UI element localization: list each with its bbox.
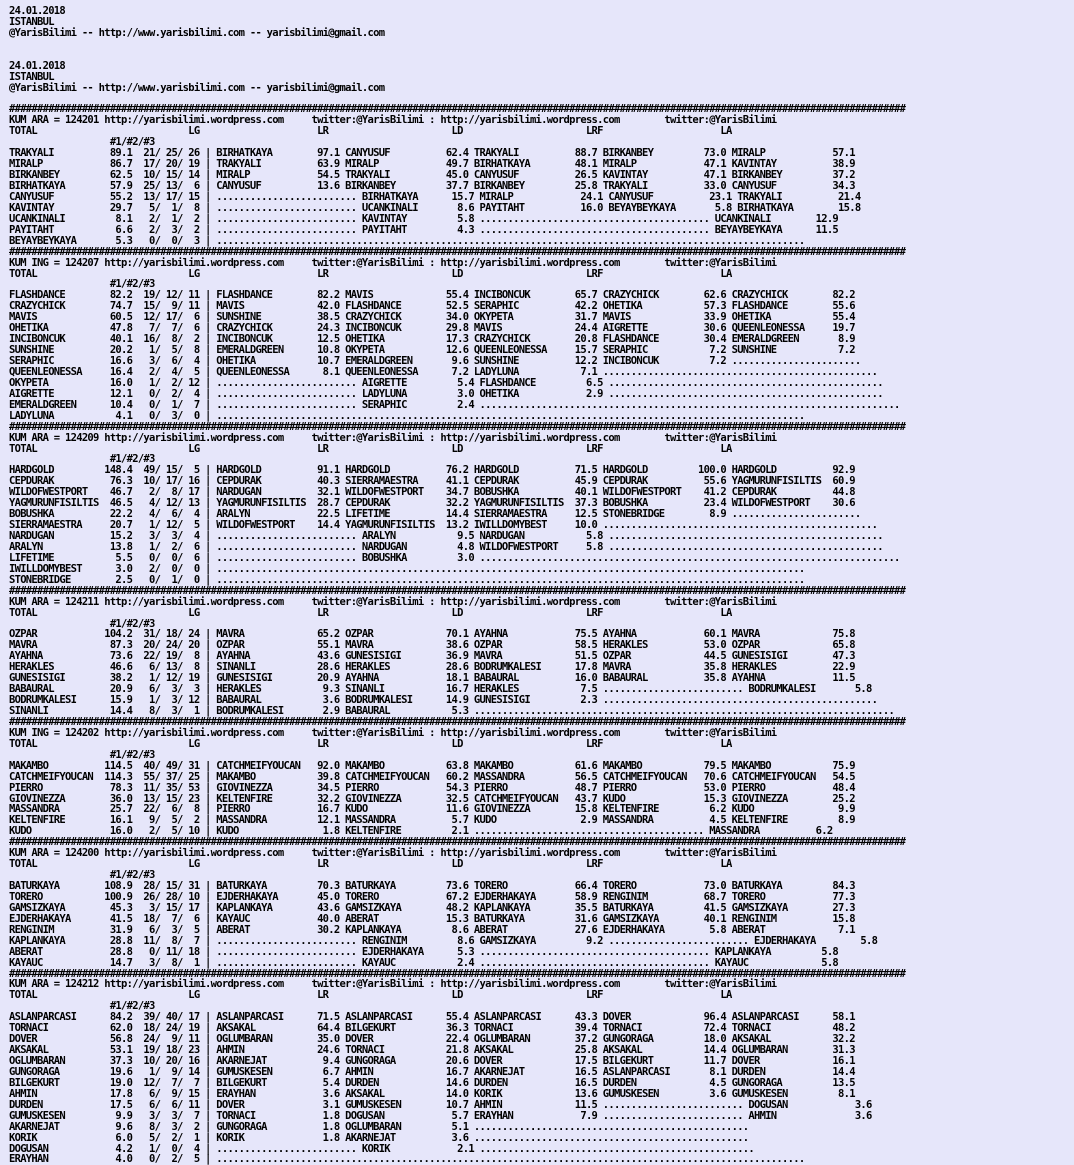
report-line: AIGRETTE 12.1 0/ 2/ 4 | ......................... LADYLUNA 3.0 OHETIKA 2.9 ................................................. (9, 387, 883, 400)
report-line: BEYAYBEYKAYA 5.3 0/ 0/ 3 | ......................................................................................................... (9, 234, 805, 247)
report-line: #1/#2/#3 (9, 617, 155, 630)
report-line: BILGEKURT 19.0 12/ 7/ 7 | BILGEKURT 5.4 DURDEN 14.6 DURDEN 16.5 DURDEN 4.5 GUNGORAGA 13.5 (9, 1076, 855, 1089)
report-line: FLASHDANCE 82.2 19/ 12/ 11 | FLASHDANCE 82.2 MAVIS 55.4 INCIBONCUK 65.7 CRAZYCHICK 62.6 CRAZYCHICK 82.2 (9, 289, 855, 302)
report-line: ################################################################################################################################################################ (9, 584, 906, 597)
report-line: ################################################################################################################################################################ (9, 836, 906, 849)
report-line: ISTANBUL (9, 70, 54, 83)
report-line: SINANLI 14.4 8/ 3/ 1 | BODRUMKALESI 2.9 BABAURAL 5.3 ........................................................................... (9, 705, 895, 717)
report-line: TOTAL LG LR LD LRF LA (9, 125, 732, 138)
report-line: BIRKANBEY 62.5 10/ 15/ 14 | MIRALP 54.5 TRAKYALI 45.0 CANYUSUF 26.5 KAVINTAY 47.1 BIRKANBEY 37.2 (9, 169, 855, 182)
report-line: @YarisBilimi -- http://www.yarisbilimi.com -- yarisbilimi@gmail.com (9, 26, 385, 39)
report-line: YAGMURUNFISILTIS 46.5 4/ 12/ 13 | YAGMURUNFISILTIS 28.7 CEPDURAK 32.2 YAGMURUNFISILTIS 37.3 BOBUSHKA 23.4 WILDOFWESTPORT 30.6 (9, 497, 855, 510)
report-line: ################################################################################################################################################################ (9, 967, 906, 980)
report-line: RENGINIM 31.9 6/ 3/ 5 | ABERAT 30.2 KAPLANKAYA 8.6 ABERAT 27.6 EJDERHAKAYA 5.8 ABERAT 7.1 (9, 923, 855, 936)
report-line: CEPDURAK 76.3 10/ 17/ 16 | CEPDURAK 40.3 SIERRAMAESTRA 41.1 CEPDURAK 45.9 CEPDURAK 55.6 YAGMURUNFISILTIS 60.9 (9, 475, 855, 488)
report-line: PIERRO 78.3 11/ 35/ 53 | GIOVINEZZA 34.5 PIERRO 54.3 PIERRO 48.7 PIERRO 53.0 PIERRO 48.4 (9, 781, 855, 794)
report-line: DOVER 56.8 24/ 9/ 11 | OGLUMBARAN 35.0 DOVER 22.4 OGLUMBARAN 37.2 GUNGORAGA 18.0 AKSAKAL 32.2 (9, 1033, 855, 1046)
report-line: ABERAT 28.8 0/ 11/ 18 | ......................... EJDERHAKAYA 5.3 ......................................... KAPLANKAYA 5.8 (9, 945, 839, 958)
report-line: KUM ARA = 124212 http://yarisbilimi.wordpress.com twitter:@YarisBilimi : http://yarisbilimi.wordpress.com twitter:@YarisBilimi (9, 978, 777, 991)
report-line: MAVRA 87.3 20/ 24/ 20 | OZPAR 55.1 MAVRA 38.6 OZPAR 58.5 HERAKLES 53.0 OZPAR 65.8 (9, 639, 855, 652)
report-line: #1/#2/#3 (9, 453, 155, 466)
report-line: KELTENFIRE 16.1 9/ 5/ 2 | MASSANDRA 12.1 MASSANDRA 5.7 KUDO 2.9 MASSANDRA 4.5 KELTENFIRE 8.9 (9, 814, 855, 827)
report-line: HARDGOLD 148.4 49/ 15/ 5 | HARDGOLD 91.1 HARDGOLD 76.2 HARDGOLD 71.5 HARDGOLD 100.0 HARDGOLD 92.9 (9, 464, 855, 477)
report-line: CANYUSUF 55.2 13/ 17/ 15 | ......................... BIRHATKAYA 15.7 MIRALP 24.1 CANYUSUF 23.1 TRAKYALI 21.4 (9, 190, 861, 203)
report-line: ISTANBUL (9, 15, 54, 28)
report-line: #1/#2/#3 (9, 869, 155, 882)
report-line: ################################################################################################################################################################ (9, 715, 906, 728)
report-line: KUM ARA = 124201 http://yarisbilimi.wordpress.com twitter:@YarisBilimi : http://yarisbilimi.wordpress.com twitter:@YarisBilimi (9, 114, 777, 127)
report-line: GAMSIZKAYA 45.3 3/ 15/ 17 | KAPLANKAYA 43.6 GAMSIZKAYA 48.2 KAPLANKAYA 35.5 BATURKAYA 41.5 GAMSIZKAYA 27.3 (9, 901, 855, 914)
report-line: SIERRAMAESTRA 20.7 1/ 12/ 5 | WILDOFWESTPORT 14.4 YAGMURUNFISILTIS 13.2 IWILLDOMYBEST 10.0 ................................................. (9, 519, 878, 532)
report-line: CRAZYCHICK 74.7 15/ 9/ 11 | MAVIS 42.0 FLASHDANCE 52.5 SERAPHIC 42.2 OHETIKA 57.3 FLASHDANCE 55.6 (9, 300, 855, 313)
report-line: MAVIS 60.5 12/ 17/ 6 | SUNSHINE 38.5 CRAZYCHICK 34.0 OKYPETA 31.7 MAVIS 33.9 OHETIKA 55.4 (9, 311, 855, 324)
report-line: 24.01.2018 (9, 5, 66, 17)
report-line: QUEENLEONESSA 16.4 2/ 4/ 5 | QUEENLEONESSA 8.1 QUEENLEONESSA 7.2 LADYLUNA 7.1 ................................................. (9, 365, 878, 378)
report-line: LIFETIME 5.5 0/ 0/ 6 | ......................... BOBUSHKA 3.0 ........................................................................... (9, 551, 900, 564)
report-line: PAYITAHT 6.6 2/ 3/ 2 | ......................... PAYITAHT 4.3 ......................................... BEYAYBEYKAYA 11.5 (9, 223, 839, 236)
report-line: LADYLUNA 4.1 0/ 3/ 0 | ......................................................................................................... (9, 409, 805, 422)
report-line: BIRHATKAYA 57.9 25/ 13/ 6 | CANYUSUF 13.6 BIRKANBEY 37.7 BIRKANBEY 25.8 TRAKYALI 33.0 CANYUSUF 34.3 (9, 180, 855, 192)
report-line: #1/#2/#3 (9, 136, 155, 149)
report-line: OGLUMBARAN 37.3 10/ 20/ 16 | AKARNEJAT 9.4 GUNGORAGA 20.6 DOVER 17.5 BILGEKURT 11.7 DOVER 16.1 (9, 1055, 855, 1067)
report-line: AKSAKAL 53.1 19/ 18/ 23 | AHMIN 24.6 TORNACI 21.8 AKSAKAL 25.8 AKSAKAL 14.4 OGLUMBARAN 31.3 (9, 1044, 855, 1057)
report-line: TOTAL LG LR LD LRF LA (9, 267, 732, 280)
report-line: UCANKINALI 8.1 2/ 1/ 2 | ......................... KAVINTAY 5.8 ......................................... UCANKINALI 12.9 (9, 212, 839, 225)
report-line: MASSANDRA 25.7 22/ 6/ 8 | PIERRO 16.7 KUDO 11.6 GIOVINEZZA 15.8 KELTENFIRE 6.2 KUDO 9.9 (9, 803, 855, 816)
report-line: ################################################################################################################################################################ (9, 420, 906, 433)
report-line: BOBUSHKA 22.2 4/ 6/ 4 | ARALYN 22.5 LIFETIME 14.4 SIERRAMAESTRA 12.5 STONEBRIDGE 8.9 ....................... (9, 508, 861, 521)
report-line: TOTAL LG LR LD LRF LA (9, 606, 732, 619)
report-line: TRAKYALI 89.1 21/ 25/ 26 | BIRHATKAYA 97.1 CANYUSUF 62.4 TRAKYALI 88.7 BIRKANBEY 73.0 MIRALP 57.1 (9, 147, 855, 160)
report-line: BATURKAYA 108.9 28/ 15/ 31 | BATURKAYA 70.3 BATURKAYA 73.6 TORERO 66.4 TORERO 73.0 BATURKAYA 84.3 (9, 880, 855, 892)
report-line: KUM ARA = 124200 http://yarisbilimi.wordpress.com twitter:@YarisBilimi : http://yarisbilimi.wordpress.com twitter:@YarisBilimi (9, 847, 777, 860)
report-line: ################################################################################################################################################################ (9, 245, 906, 258)
report-line: KUDO 16.0 2/ 5/ 10 | KUDO 1.8 KELTENFIRE 2.1 ......................................... MASSANDRA 6.2 (9, 825, 833, 838)
race-report-text (9, 6, 905, 1165)
report-line: ################################################################################################################################################################ (9, 103, 906, 116)
report-line: NARDUGAN 15.2 3/ 3/ 4 | ......................... ARALYN 9.5 NARDUGAN 5.8 ................................................. (9, 530, 883, 542)
report-line: OZPAR 104.2 31/ 18/ 24 | MAVRA 65.2 OZPAR 70.1 AYAHNA 75.5 AYAHNA 60.1 MAVRA 75.8 (9, 628, 855, 641)
report-line: GUNESISIGI 38.2 1/ 12/ 19 | GUNESISIGI 20.9 AYAHNA 18.1 BABAURAL 16.0 BABAURAL 35.8 AYAHNA 11.5 (9, 672, 855, 685)
report-line: ARALYN 13.8 1/ 2/ 6 | ......................... NARDUGAN 4.8 WILDOFWESTPORT 5.8 ................................................. (9, 540, 883, 553)
report-line: MIRALP 86.7 17/ 20/ 19 | TRAKYALI 63.9 MIRALP 49.7 BIRHATKAYA 48.1 MIRALP 47.1 KAVINTAY 38.9 (9, 158, 855, 171)
report-line: AKARNEJAT 9.6 8/ 3/ 2 | GUNGORAGA 1.8 OGLUMBARAN 5.1 ................................................. (9, 1120, 749, 1133)
report-line: DOGUSAN 4.2 1/ 0/ 4 | ......................... KORIK 2.1 ................................................. (9, 1142, 755, 1155)
report-line: EMERALDGREEN 10.4 0/ 1/ 7 | ......................... SERAPHIC 2.4 ........................................................................... (9, 398, 900, 411)
report-line: #1/#2/#3 (9, 748, 155, 761)
report-line: KUM ARA = 124209 http://yarisbilimi.wordpress.com twitter:@YarisBilimi : http://yarisbilimi.wordpress.com twitter:@YarisBilimi (9, 431, 777, 444)
report-line: TOTAL LG LR LD LRF LA (9, 989, 732, 1002)
report-line: INCIBONCUK 40.1 16/ 8/ 2 | INCIBONCUK 12.5 OHETIKA 17.3 CRAZYCHICK 20.8 FLASHDANCE 30.4 EMERALDGREEN 8.9 (9, 333, 855, 346)
report-line: OKYPETA 16.0 1/ 2/ 12 | ......................... AIGRETTE 5.4 FLASHDANCE 6.5 ................................................. (9, 376, 883, 389)
report-line: SERAPHIC 16.6 3/ 6/ 4 | OHETIKA 10.7 EMERALDGREEN 9.6 SUNSHINE 12.2 INCIBONCUK 7.2 ....................... (9, 355, 861, 367)
report-line: IWILLDOMYBEST 3.0 2/ 0/ 0 | ......................................................................................................... (9, 562, 805, 575)
report-line (9, 50, 905, 61)
report-line: KUM ARA = 124211 http://yarisbilimi.wordpress.com twitter:@YarisBilimi : http://yarisbilimi.wordpress.com twitter:@YarisBilimi (9, 595, 777, 608)
report-line: AYAHNA 73.6 22/ 19/ 8 | AYAHNA 43.6 GUNESISIGI 36.9 MAVRA 51.5 OZPAR 44.5 GUNESISIGI 47.3 (9, 650, 855, 663)
report-line: SUNSHINE 20.2 1/ 5/ 8 | EMERALDGREEN 10.8 OKYPETA 12.6 QUEENLEONESSA 15.7 SERAPHIC 7.2 SUNSHINE 7.2 (9, 344, 855, 357)
report-line: WILDOFWESTPORT 46.7 2/ 8/ 17 | NARDUGAN 32.1 WILDOFWESTPORT 34.7 BOBUSHKA 40.1 WILDOFWESTPORT 41.2 CEPDURAK 44.8 (9, 486, 855, 499)
report-line: GIOVINEZZA 36.0 13/ 15/ 23 | KELTENFIRE 32.2 GIOVINEZZA 32.5 CATCHMEIFYOUCAN 43.7 KUDO 15.3 GIOVINEZZA 25.2 (9, 792, 855, 805)
report-line: BABAURAL 20.9 6/ 3/ 3 | HERAKLES 9.3 SINANLI 16.7 HERAKLES 7.5 ......................... BODRUMKALESI 5.8 (9, 683, 872, 696)
report-line: KAYAUC 14.7 3/ 8/ 1 | ......................... KAYAUC 2.4 ......................................... KAYAUC 5.8 (9, 956, 839, 969)
report-line: KORIK 6.0 5/ 2/ 1 | KORIK 1.8 AKARNEJAT 3.6 ................................................. (9, 1131, 749, 1144)
report-line: KUM ING = 124207 http://yarisbilimi.wordpress.com twitter:@YarisBilimi : http://yarisbilimi.wordpress.com twitter:@YarisBilimi (9, 256, 777, 269)
report-line: TOTAL LG LR LD LRF LA (9, 442, 732, 455)
report-line: KAPLANKAYA 28.8 11/ 8/ 7 | ......................... RENGINIM 8.6 GAMSIZKAYA 9.2 ......................... EJDERHAKAYA 5.8 (9, 934, 878, 947)
report-line: ERAYHAN 4.0 0/ 2/ 5 | ......................................................................................................... (9, 1153, 805, 1165)
report-line: DURDEN 17.5 6/ 6/ 11 | DOVER 3.1 GUMUSKESEN 10.7 AHMIN 11.5 ......................... DOGUSAN 3.6 (9, 1098, 872, 1111)
report-line: EJDERHAKAYA 41.5 18/ 7/ 6 | KAYAUC 40.0 ABERAT 15.3 BATURKAYA 31.6 GAMSIZKAYA 40.1 RENGINIM 15.8 (9, 912, 855, 925)
report-line: #1/#2/#3 (9, 1000, 155, 1013)
report-line: MAKAMBO 114.5 40/ 49/ 31 | CATCHMEIFYOUCAN 92.0 MAKAMBO 63.8 MAKAMBO 61.6 MAKAMBO 79.5 MAKAMBO 75.9 (9, 759, 855, 772)
report-line: AHMIN 17.8 6/ 9/ 15 | ERAYHAN 3.6 AKSAKAL 14.0 KORIK 13.6 GUMUSKESEN 3.6 GUMUSKESEN 8.1 (9, 1087, 855, 1100)
report-line: HERAKLES 46.6 6/ 13/ 8 | SINANLI 28.6 HERAKLES 28.6 BODRUMKALESI 17.8 MAVRA 35.8 HERAKLES 22.9 (9, 661, 855, 674)
report-line: STONEBRIDGE 2.5 0/ 1/ 0 | ......................................................................................................... (9, 573, 805, 586)
report-line: TORNACI 62.0 18/ 24/ 19 | AKSAKAL 64.4 BILGEKURT 36.3 TORNACI 39.4 TORNACI 72.4 TORNACI 48.2 (9, 1022, 855, 1035)
report-line: @YarisBilimi -- http://www.yarisbilimi.com -- yarisbilimi@gmail.com (9, 81, 385, 94)
report-line: TORERO 100.9 26/ 28/ 10 | EJDERHAKAYA 45.0 TORERO 67.2 EJDERHAKAYA 58.9 RENGINIM 68.7 TORERO 77.3 (9, 890, 855, 903)
report-line: BODRUMKALESI 15.9 1/ 3/ 12 | BABAURAL 3.6 BODRUMKALESI 14.9 GUNESISIGI 2.3 ................................................. (9, 694, 878, 707)
report-line (9, 39, 905, 50)
report-line: GUNGORAGA 19.6 1/ 9/ 14 | GUMUSKESEN 6.7 AHMIN 16.7 AKARNEJAT 16.5 ASLANPARCASI 8.1 DURDEN 14.4 (9, 1065, 855, 1078)
report-line: TOTAL LG LR LD LRF LA (9, 737, 732, 750)
report-line: CATCHMEIFYOUCAN 114.3 55/ 37/ 25 | MAKAMBO 39.8 CATCHMEIFYOUCAN 60.2 MASSANDRA 56.5 CATCHMEIFYOUCAN 70.6 CATCHMEIFYOUCAN 54.5 (9, 770, 855, 783)
report-line: 24.01.2018 (9, 59, 66, 72)
report-line: KAVINTAY 29.7 5/ 1/ 8 | ......................... UCANKINALI 8.6 PAYITAHT 16.0 BEYAYBEYKAYA 5.8 BIRHATKAYA 15.8 (9, 201, 861, 214)
report-line: GUMUSKESEN 9.9 3/ 3/ 7 | TORNACI 1.8 DOGUSAN 5.7 ERAYHAN 7.9 ......................... AHMIN 3.6 (9, 1109, 872, 1122)
report-line: ASLANPARCASI 84.2 39/ 40/ 17 | ASLANPARCASI 71.5 ASLANPARCASI 55.4 ASLANPARCASI 43.3 DOVER 96.4 ASLANPARCASI 58.1 (9, 1011, 855, 1024)
report-line: OHETIKA 47.8 7/ 7/ 6 | CRAZYCHICK 24.3 INCIBONCUK 29.8 MAVIS 24.4 AIGRETTE 30.6 QUEENLEONESSA 19.7 (9, 322, 855, 335)
report-line: KUM ING = 124202 http://yarisbilimi.wordpress.com twitter:@YarisBilimi : http://yarisbilimi.wordpress.com twitter:@YarisBilimi (9, 726, 777, 739)
report-line: #1/#2/#3 (9, 278, 155, 291)
report-line: TOTAL LG LR LD LRF LA (9, 858, 732, 871)
